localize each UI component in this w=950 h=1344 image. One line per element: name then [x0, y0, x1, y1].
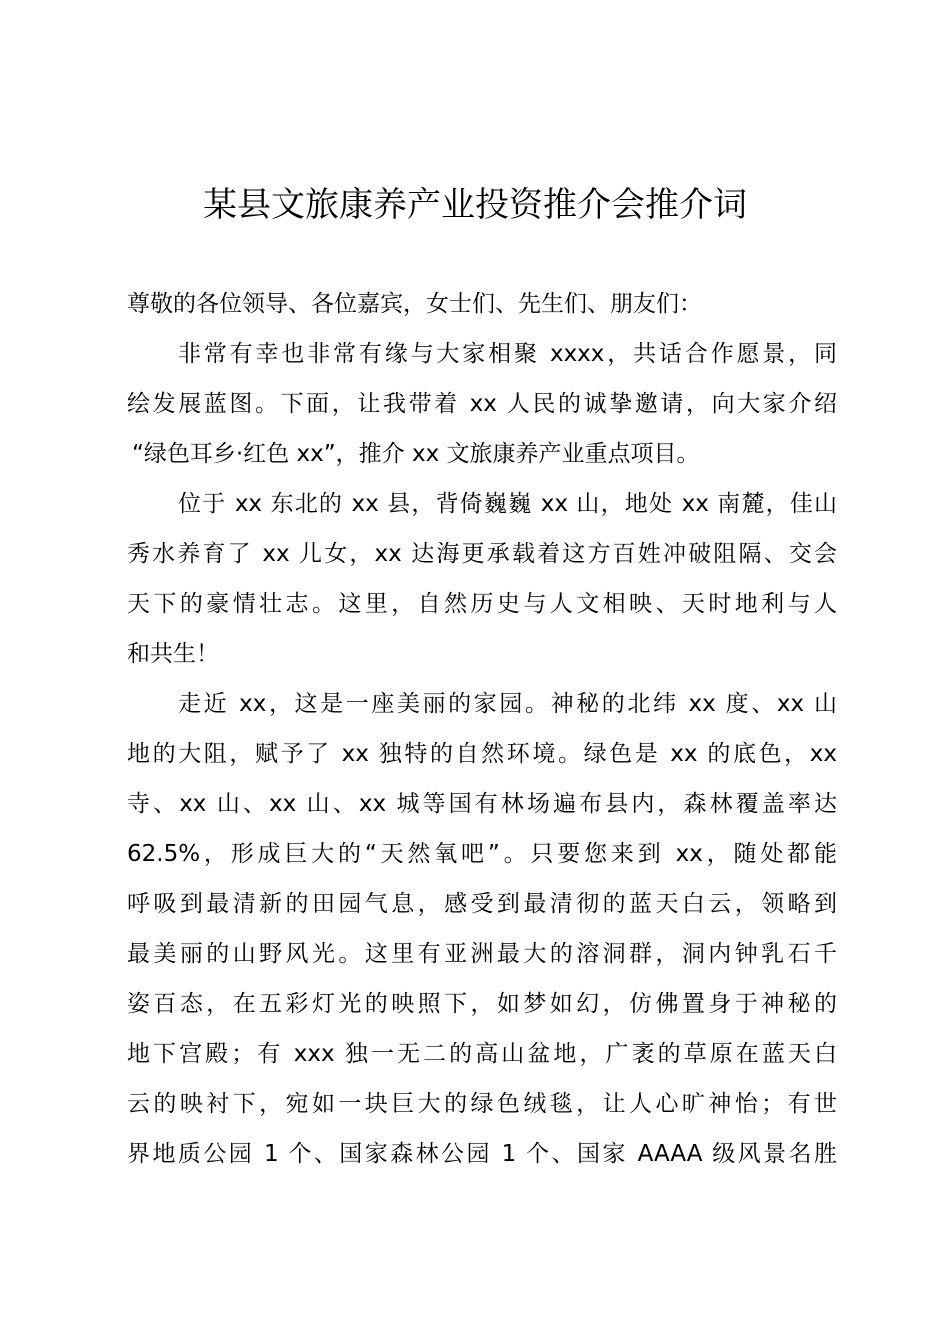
- paragraph-line: 云的映衬下，宛如一块巨大的绿色绒毯，让人心旷神怡；有世: [127, 1091, 837, 1117]
- paragraph-line: 天下的豪情壮志。这里，自然历史与人文相映、天时地利与人: [127, 591, 837, 617]
- paragraph-line: 地的大阻，赋予了 xx 独特的自然环境。绿色是 xx 的底色，xx: [127, 741, 837, 767]
- paragraph-line: 非常有幸也非常有缘与大家相聚 xxxx，共话合作愿景，同: [178, 341, 837, 367]
- document-title: 某县文旅康养产业投资推介会推介词: [203, 185, 747, 225]
- paragraph-line: 姿百态，在五彩灯光的映照下，如梦如幻，仿佛置身于神秘的: [127, 991, 837, 1017]
- paragraph-line: 界地质公园 1 个、国家森林公园 1 个、国家 AAAA 级风景名胜: [127, 1141, 837, 1167]
- paragraph-line: 最美丽的山野风光。这里有亚洲最大的溶洞群，洞内钟乳石千: [127, 941, 837, 967]
- paragraph-line: 位于 xx 东北的 xx 县，背倚巍巍 xx 山，地处 xx 南麓，佳山: [178, 491, 837, 517]
- paragraph-line: 寺、xx 山、xx 山、xx 城等国有林场遍布县内，森林覆盖率达: [127, 791, 837, 817]
- paragraph-line: 绘发展蓝图。下面，让我带着 xx 人民的诚挚邀请，向大家介绍: [127, 391, 837, 417]
- paragraph-line: 62.5%，形成巨大的“天然氧吧”。只要您来到 xx，随处都能: [127, 841, 837, 867]
- paragraph-line: 呼吸到最清新的田园气息，感受到最清彻的蓝天白云，领略到: [127, 891, 837, 917]
- paragraph-line: 和共生！: [127, 641, 219, 667]
- paragraph-line: 地下宫殿；有 xxx 独一无二的高山盆地，广袤的草原在蓝天白: [127, 1041, 837, 1067]
- paragraph-line: “绿色耳乡·红色 xx”，推介 xx 文旅康养产业重点项目。: [132, 441, 700, 467]
- paragraph-line: 走近 xx，这是一座美丽的家园。神秘的北纬 xx 度、xx 山: [178, 691, 837, 717]
- salutation: 尊敬的各位领导、各位嘉宾，女士们、先生们、朋友们：: [127, 291, 702, 317]
- paragraph-line: 秀水养育了 xx 儿女，xx 达海更承载着这方百姓冲破阻隔、交会: [127, 541, 837, 567]
